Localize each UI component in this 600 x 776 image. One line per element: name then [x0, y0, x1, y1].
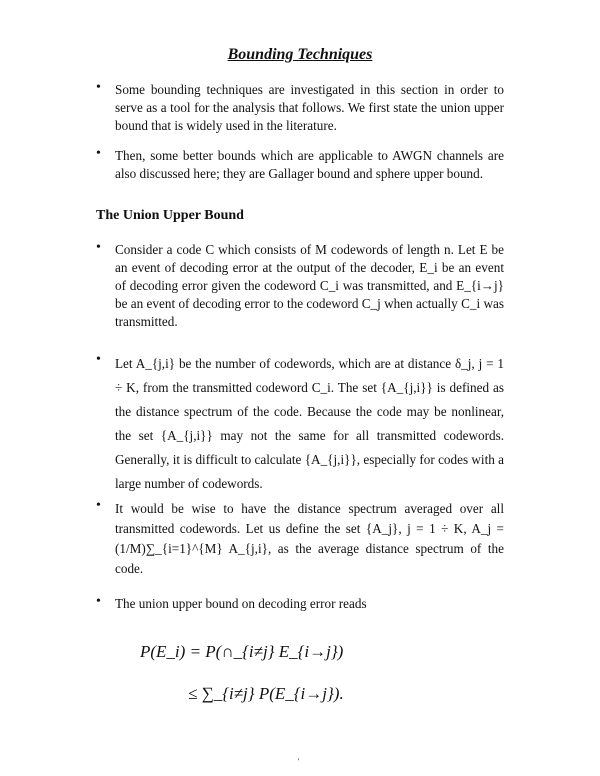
bullet-marker: •	[96, 594, 101, 609]
intro-paragraph-1: Some bounding techniques are investigated in this section in order to serve as a tool for the analysis that follows. We first state the union upper bound that is widely used in the literature.	[115, 82, 504, 133]
bullet-marker: •	[96, 498, 101, 513]
union-paragraph-2: Let A_{j,i} be the number of codewords, which are at distance δ_j, j = 1 ÷ K, from the transmitted codeword C_i. The set {A_{j,i}} is defined as the distance spectrum of the code. Because the code may be nonlinear, the set {A_{j,i}} may not the same for all transmitted codewords. Generally, it is difficult to calculate {A_{j,i}}, especially for codes with a large number of codewords.	[115, 356, 504, 491]
bullet-marker: •	[96, 80, 101, 95]
intro-paragraph-2: Then, some better bounds which are applicable to AWGN channels are also discussed here; they are Gallager bound and sphere upper bound.	[115, 148, 504, 181]
union-paragraph-3: It would be wise to have the distance spectrum averaged over all transmitted codewords. Let us define the set {A_j}, j = 1 ÷ K, A_j = (1/M)∑_{i=1}^{M} A_{j,i}, as the average distance spectrum of the code.	[115, 501, 504, 576]
union-paragraph-4: The union upper bound on decoding error reads	[115, 596, 367, 611]
bullet-marker: •	[96, 146, 101, 161]
union-paragraph-1: Consider a code C which consists of M codewords of length n. Let E be an event of decoding error at the output of the decoder, E_i be an event of decoding error given the codeword C_i was transmitted, and E_{i→j} be an event of decoding error to the codeword C_j when actually C_i was transmitted.	[115, 242, 504, 329]
footer-mark: '	[298, 757, 300, 766]
formula-line-1: P(E_i) = P(∩_{i≠j} E_{i→j})	[140, 642, 344, 661]
section-heading: The Union Upper Bound	[96, 208, 244, 223]
page-title: Bounding Techniques	[227, 46, 373, 63]
bullet-marker: •	[96, 240, 101, 255]
formula-line-2: ≤ ∑_{i≠j} P(E_{i→j}).	[188, 684, 344, 703]
bullet-marker: •	[96, 352, 101, 367]
